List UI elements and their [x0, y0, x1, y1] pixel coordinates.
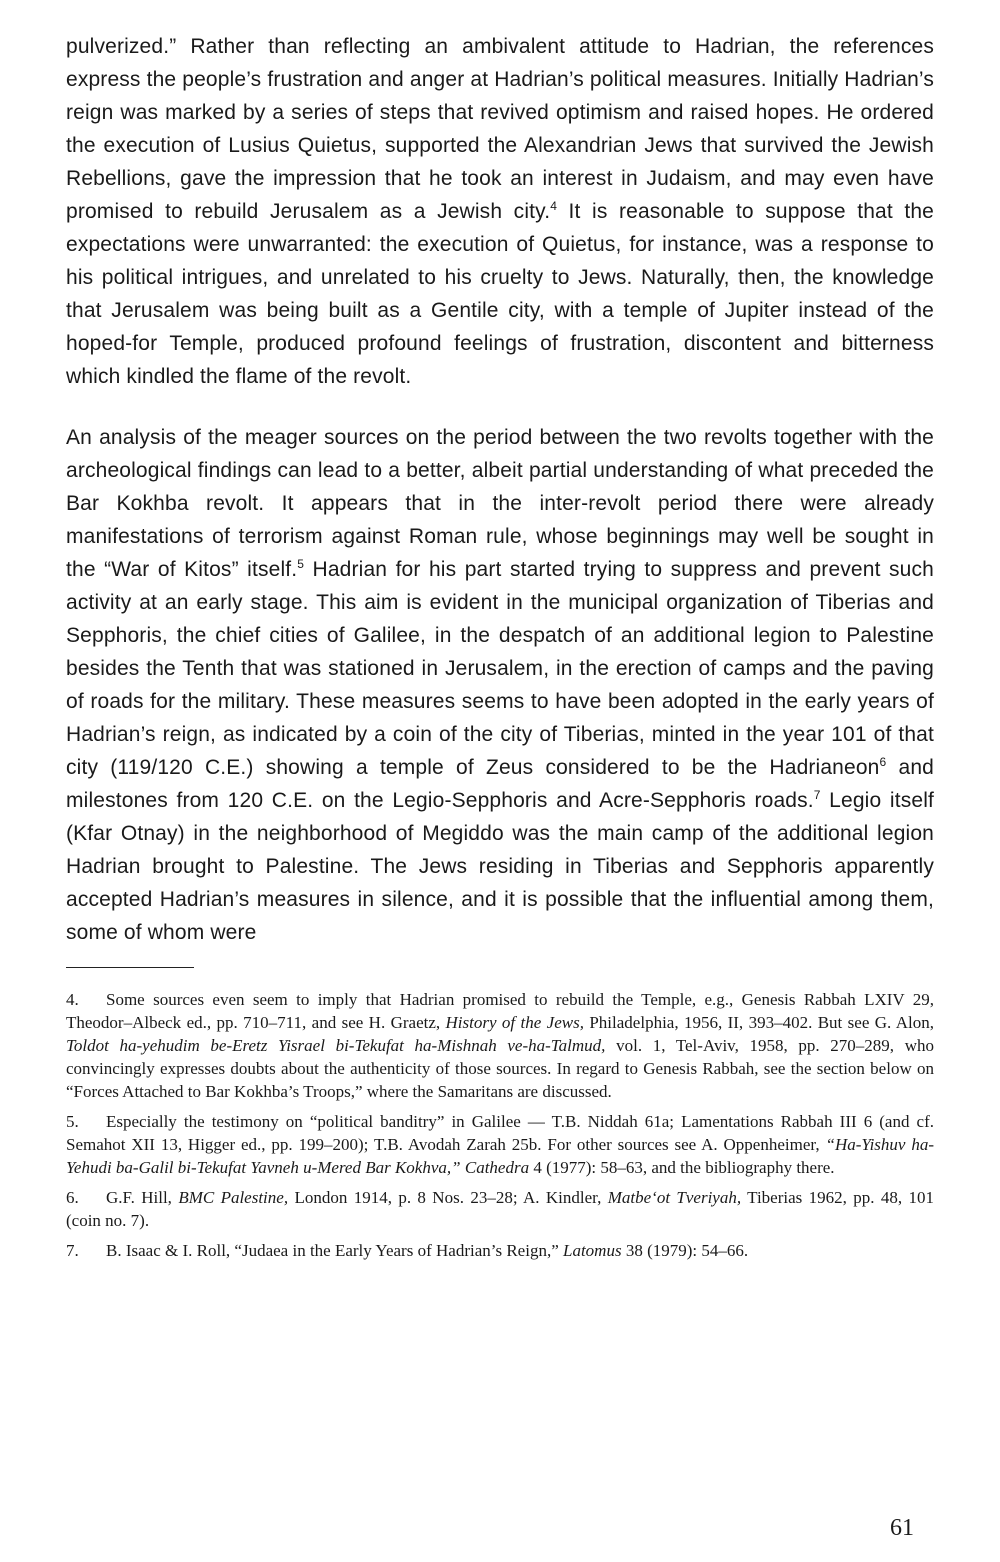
footnote-text-run: Some sources even seem to imply that Hadrian promised to rebuild the Temple, e.g., Genesis Rabbah LXIV 29, Theodor–Albeck ed., pp. 710–711, and see H. Graetz,: [66, 990, 934, 1032]
footnote-reference-4[interactable]: 4: [550, 199, 558, 213]
footnote-reference-6[interactable]: 6: [879, 755, 887, 769]
footnote-italic-title: BMC Palestine,: [178, 1188, 289, 1207]
footnote-number: 5.: [66, 1112, 79, 1131]
page-content: [66, 20, 934, 1269]
footnote-text-run: vol. 1, Tel-Aviv, 1958, pp. 270–289, who convincingly expresses doubts about the authenticity of those sources. In regard to Genesis Rabbah, see the section below on “Forces Attached to Bar Kokhba’s Troops,” where the Samaritans are discussed.: [66, 1036, 934, 1101]
footnotes-section: [66, 988, 934, 1262]
footnote-text-run: G.F. Hill,: [106, 1188, 179, 1207]
footnote-reference-7[interactable]: 7: [813, 788, 821, 802]
footnote-number: 7.: [66, 1241, 79, 1260]
footnote-7: [66, 1239, 934, 1262]
footnote-text-run: 4 (1977): 58–63, and the bibliography there.: [529, 1158, 835, 1177]
footnote-reference-5[interactable]: 5: [297, 557, 305, 571]
footnote-5: [66, 1110, 934, 1179]
footnote-text-run: Tiberias 1962, pp. 48, 101 (coin no. 7).: [66, 1188, 934, 1230]
footnote-text-run: 38 (1979): 54–66.: [621, 1241, 749, 1260]
paragraph-text-run: and milestones from 120 C.E. on the Legio-Sepphoris and Acre-Sepphoris roads.: [66, 756, 934, 812]
page-number: 61: [890, 1515, 914, 1541]
paragraph-text-run: Hadrian for his part started trying to suppress and prevent such activity at an early stage. This aim is evident in the municipal organization of Tiberias and Sepphoris, the chief cities of Galilee, in the despatch of an additional legion to Palestine besides the Tenth that was stationed in Jerusalem, in the erection of camps and the paving of roads for the military. These measures seems to have been adopted in the early years of Hadrian’s reign, as indicated by a coin of the city of Tiberias, minted in the year 101 of that city (119/120 C.E.) showing a temple of Zeus considered to be the Hadrianeon: [66, 558, 934, 779]
body-paragraph-1: [66, 30, 934, 393]
footnote-text-run: Philadelphia, 1956, II, 393–402. But see G. Alon,: [583, 1013, 934, 1032]
footnote-number: 6.: [66, 1188, 79, 1207]
footnote-italic-title: Toldot ha-yehudim be-Eretz Yisrael bi-Tekufat ha-Mishnah ve-ha-Talmud,: [66, 1036, 606, 1055]
paragraph-text-run: An analysis of the meager sources on the period between the two revolts together with the archeological findings can lead to a better, albeit partial understanding of what preceded the Bar Kokhba revolt. It appears that in the inter-revolt period there were already manifestations of terrorism against Roman rule, whose beginnings may well be sought in the “War of Kitos” itself.: [66, 426, 934, 581]
footnote-italic-title: Matbe‘ot Tveriyah,: [607, 1188, 742, 1207]
footnote-italic-title: History of the Jews,: [445, 1013, 584, 1032]
footnote-4: [66, 988, 934, 1103]
footnote-text-run: B. Isaac & I. Roll, “Judaea in the Early Years of Hadrian’s Reign,”: [106, 1241, 563, 1260]
paragraph-text-run: Legio itself (Kfar Otnay) in the neighborhood of Megiddo was the main camp of the additional legion Hadrian brought to Palestine. The Jews residing in Tiberias and Sepphoris apparently accepted Hadrian’s measures in silence, and it is possible that the influential among them, some of whom were: [66, 789, 934, 944]
paragraph-text-run: It is reasonable to suppose that the expectations were unwarranted: the execution of Quietus, for instance, was a response to his political intrigues, and unrelated to his cruelty to Jews. Naturally, then, the knowledge that Jerusalem was being built as a Gentile city, with a temple of Jupiter instead of the hoped-for Temple, produced profound feelings of frustration, discontent and bitterness which kindled the flame of the revolt.: [66, 200, 934, 388]
paragraph-text-run: pulverized.” Rather than reflecting an ambivalent attitude to Hadrian, the references express the people’s frustration and anger at Hadrian’s political measures. Initially Hadrian’s reign was marked by a series of steps that revived optimism and raised hopes. He ordered the execution of Lusius Quietus, supported the Alexandrian Jews that survived the Jewish Rebellions, gave the impression that he took an interest in Judaism, and may even have promised to rebuild Jerusalem as a Jewish city.: [66, 35, 934, 223]
footnote-text-run: London 1914, p. 8 Nos. 23–28; A. Kindler,: [288, 1188, 608, 1207]
footnote-number: 4.: [66, 990, 79, 1009]
footnote-text-run: Especially the testimony on “political banditry” in Galilee — T.B. Niddah 61a; Lamentations Rabbah III 6 (and cf. Semahot XII 13, Higger ed., pp. 199–200); T.B. Avodah Zarah 25b. For other sources see A. Oppenheimer,: [66, 1112, 934, 1154]
footnote-italic-title: Latomus: [563, 1241, 622, 1260]
footnote-separator-rule: [66, 967, 194, 968]
footnote-italic-title: “Ha-Yishuv ha-Yehudi ba-Galil bi-Tekufat Yavneh u-Mered Bar Kokhva,” Cathedra: [66, 1135, 934, 1177]
body-paragraph-2: [66, 421, 934, 949]
footnote-6: [66, 1186, 934, 1232]
